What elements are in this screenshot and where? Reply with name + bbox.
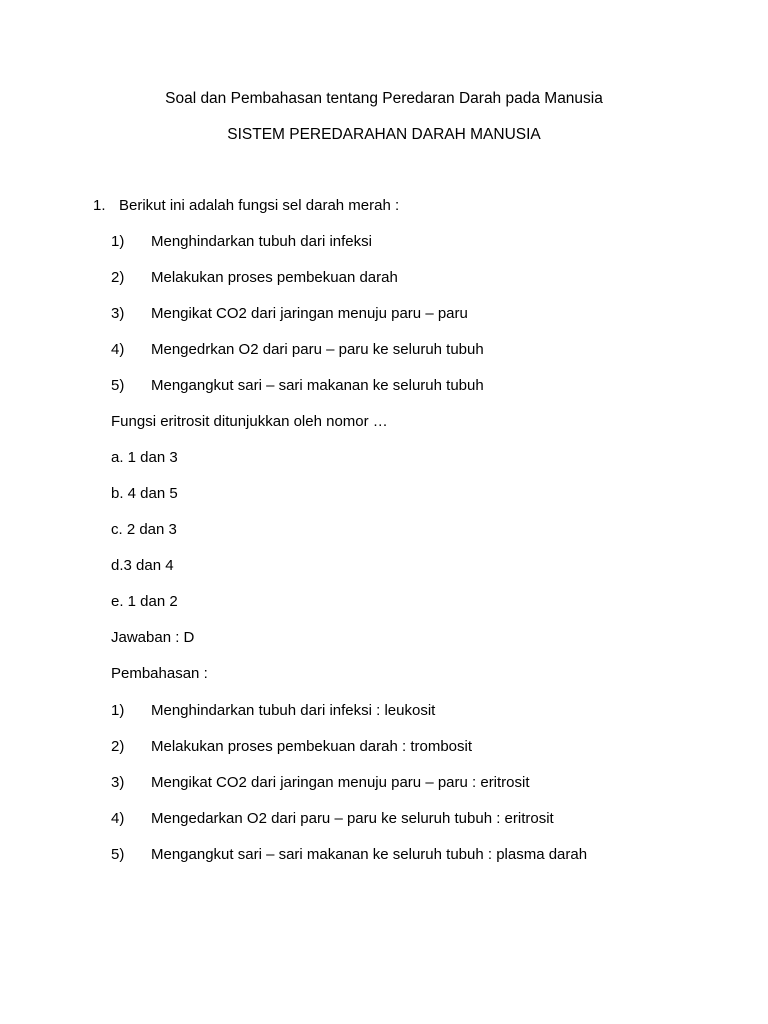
item-text: Melakukan proses pembekuan darah (151, 269, 398, 286)
question-number: 1. (93, 197, 106, 214)
item-number: 5) (111, 377, 125, 394)
item-number: 4) (111, 810, 125, 827)
item-text: Mengikat CO2 dari jaringan menuju paru – paru (151, 305, 468, 322)
answer-option: c. 2 dan 3 (111, 521, 177, 538)
answer-option: e. 1 dan 2 (111, 593, 178, 610)
document-heading: SISTEM PEREDARAHAN DARAH MANUSIA (227, 126, 541, 143)
item-number: 1) (111, 233, 125, 250)
item-text: Mengedrkan O2 dari paru – paru ke seluruh tubuh (151, 341, 484, 358)
item-text: Mengikat CO2 dari jaringan menuju paru – paru : eritrosit (151, 774, 530, 791)
item-text: Mengangkut sari – sari makanan ke seluruh tubuh : plasma darah (151, 846, 588, 863)
item-number: 3) (111, 774, 125, 791)
item-text: Menghindarkan tubuh dari infeksi (151, 233, 372, 250)
item-number: 2) (111, 269, 125, 286)
item-number: 1) (111, 702, 125, 719)
item-text: Mengedarkan O2 dari paru – paru ke seluruh tubuh : eritrosit (151, 810, 554, 827)
answer-option: d.3 dan 4 (111, 557, 174, 574)
answer-option: a. 1 dan 3 (111, 449, 178, 466)
item-number: 4) (111, 341, 125, 358)
document-title: Soal dan Pembahasan tentang Peredaran Darah pada Manusia (165, 90, 603, 107)
question-prompt: Fungsi eritrosit ditunjukkan oleh nomor … (111, 413, 388, 430)
answer-option: b. 4 dan 5 (111, 485, 178, 502)
item-text: Mengangkut sari – sari makanan ke seluruh tubuh (151, 377, 484, 394)
item-number: 5) (111, 846, 125, 863)
item-text: Melakukan proses pembekuan darah : trombosit (151, 738, 473, 755)
item-text: Menghindarkan tubuh dari infeksi : leukosit (151, 702, 436, 719)
discussion-label: Pembahasan : (111, 665, 208, 682)
answer-key: Jawaban : D (111, 629, 195, 646)
question-text: Berikut ini adalah fungsi sel darah merah : (119, 197, 400, 214)
item-number: 3) (111, 305, 125, 322)
item-number: 2) (111, 738, 125, 755)
